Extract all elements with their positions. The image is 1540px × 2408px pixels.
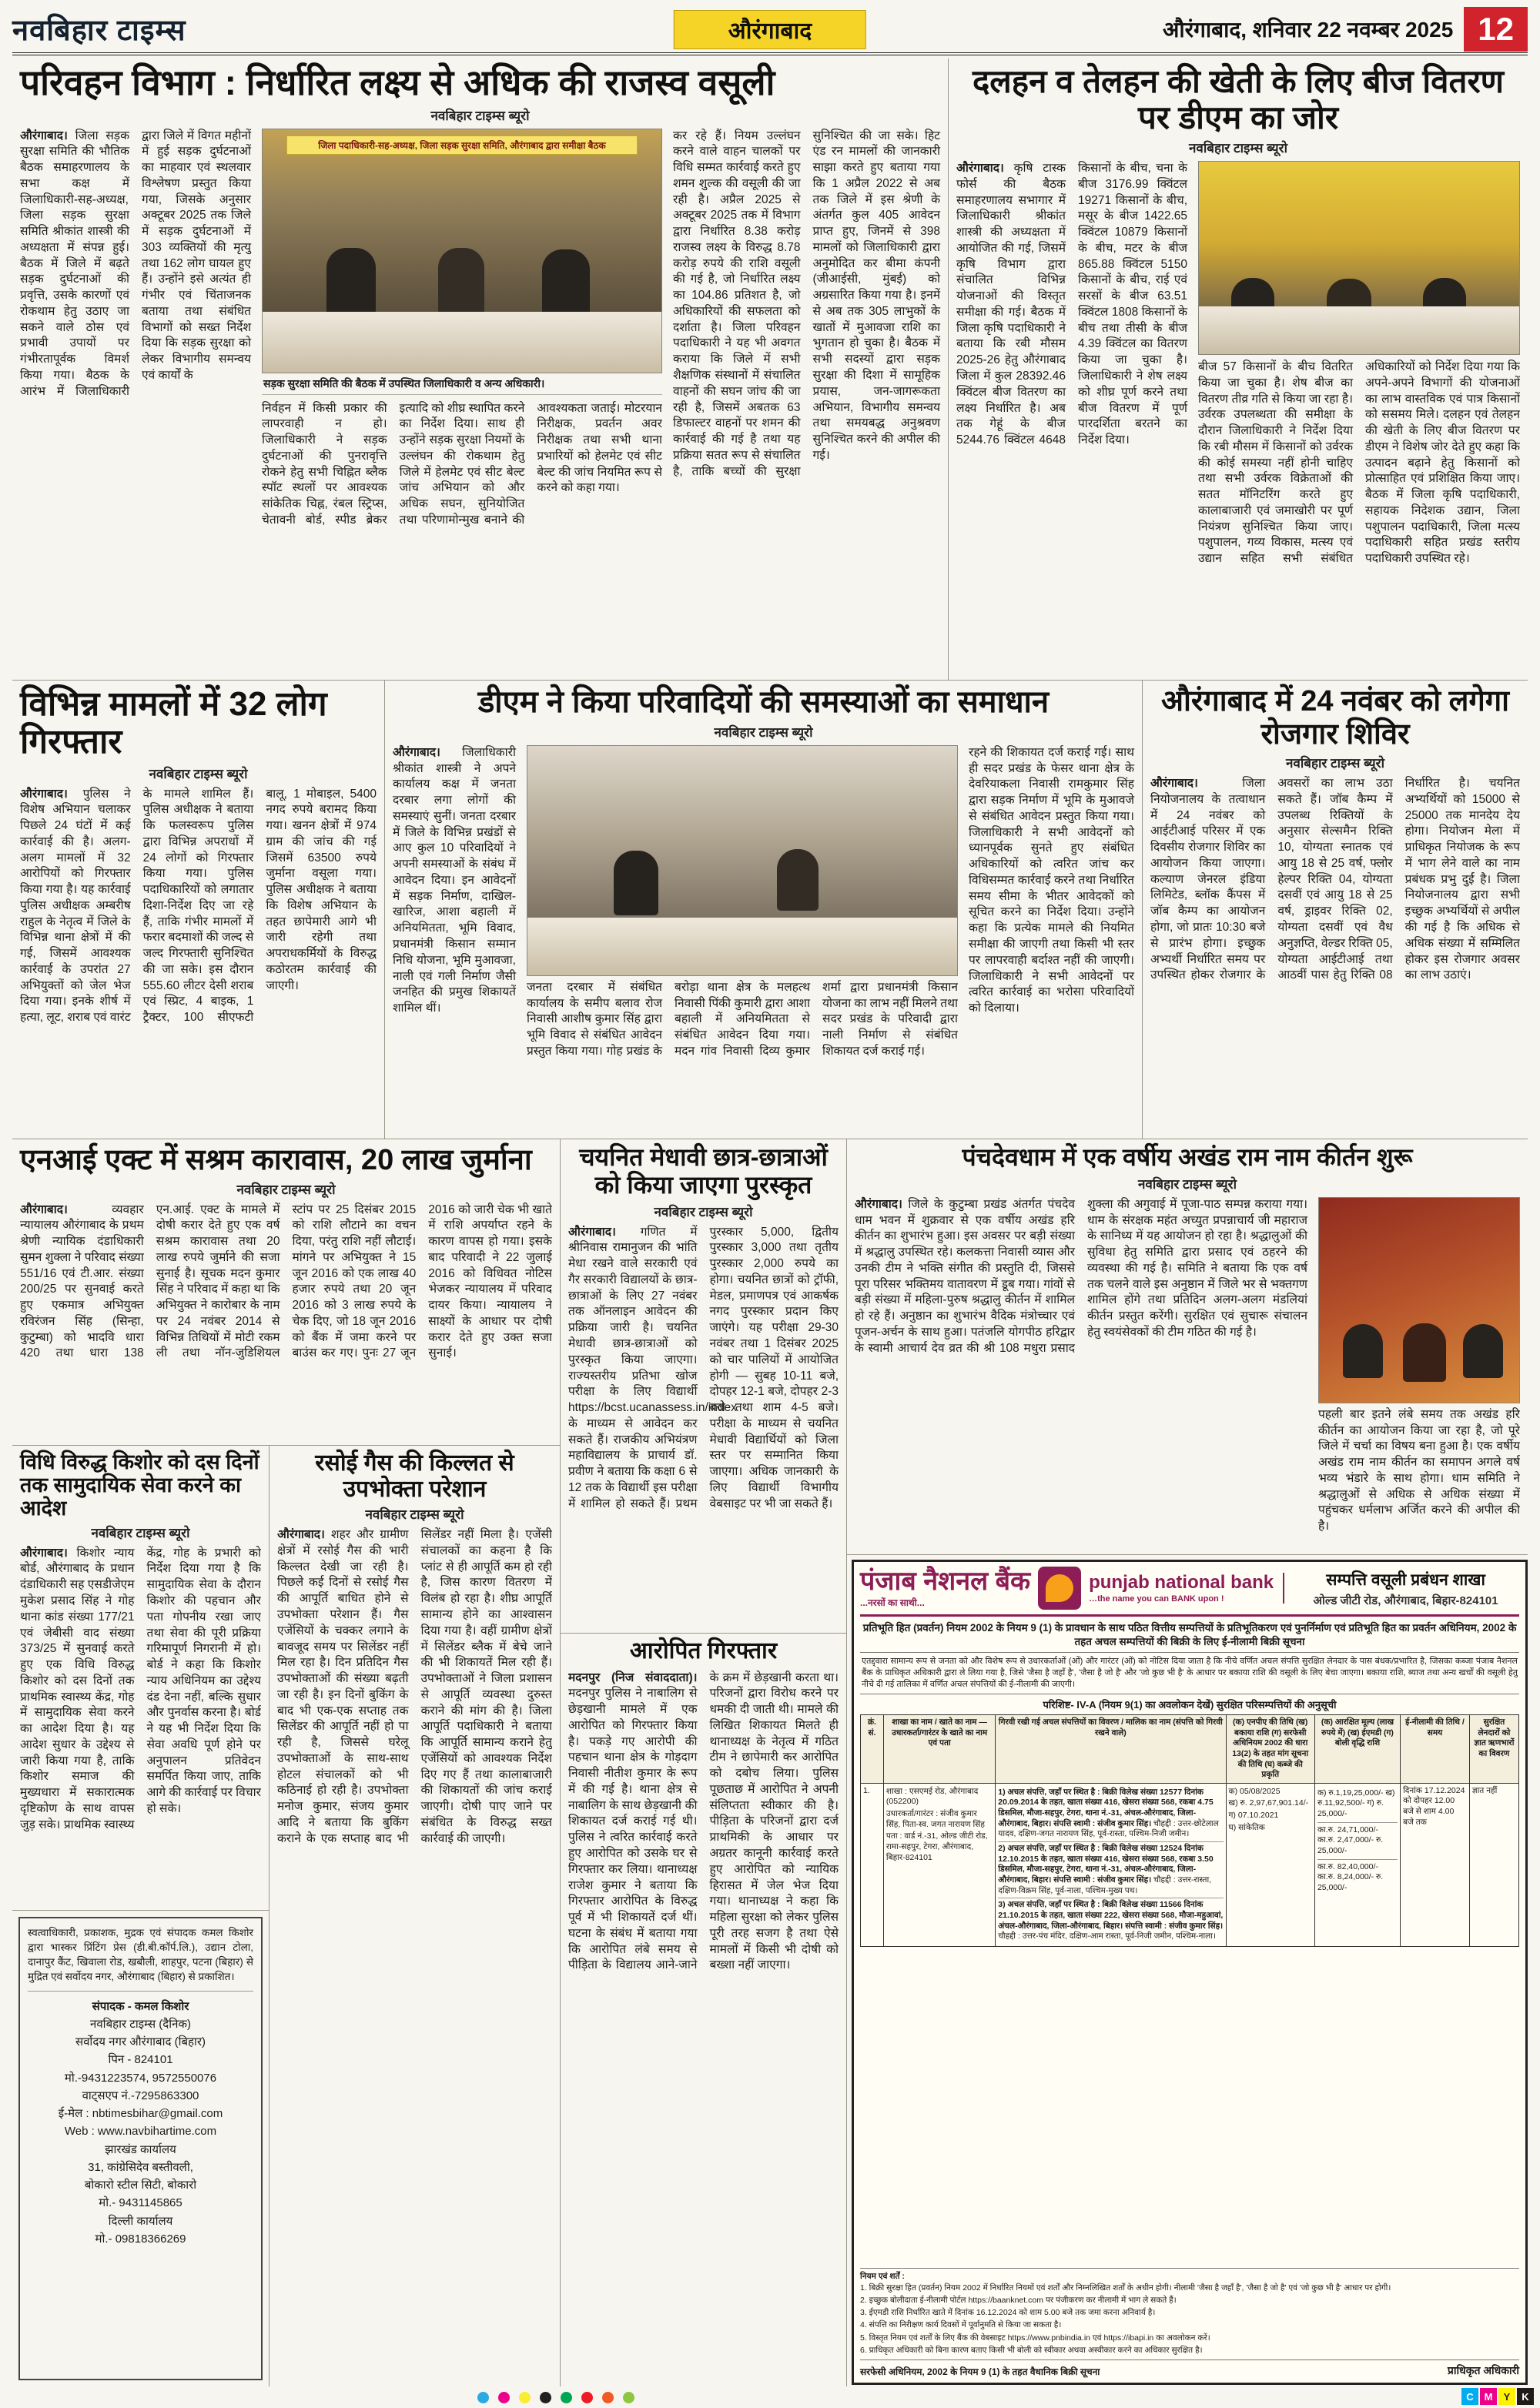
body-text xyxy=(1150,776,1520,1134)
table-shape xyxy=(263,312,661,373)
imprint-line: पिन - 824101 xyxy=(108,2053,173,2067)
dateline: औरंगाबाद। xyxy=(20,1546,68,1560)
col-header-price: (क) आरक्षित मूल्य (लाख रुपये में) (ख) ईएमडी (ग) बोली वृद्धि राशि xyxy=(1314,1714,1400,1783)
photo-road-safety-meeting xyxy=(262,129,662,373)
price-block: का.रु. 82,40,000/- का.रु. 8,24,000/- रु. 25,000/- xyxy=(1317,1861,1384,1892)
edition-box: औरंगाबाद xyxy=(674,10,866,49)
article-body xyxy=(956,161,1520,654)
color-dot xyxy=(561,2392,572,2403)
person-figure xyxy=(1463,1324,1503,1378)
masthead-right xyxy=(1163,7,1528,52)
term-line: 5. विस्तृत नियम एवं शर्तों के लिए बैंक की वेबसाइट https://www.pnbindia.in एवं https://ibapi.in का अवलोकन करें। xyxy=(860,2333,1210,2343)
photo-column xyxy=(527,745,958,1129)
article-talent-award xyxy=(561,1139,846,1634)
date-line: ख) रु. 2,97,67,901.14/- xyxy=(1228,1798,1309,1808)
term-line: 1. बिक्री सुरक्षा हित (प्रवर्तन) नियम 2002 में निर्धारित नियमों एवं शर्तों और निम्नलिखित शर्तों के अधीन होगी। नीलामी 'जैसा है जहाँ है', 'जैसा है जो है' एवं 'जो कुछ भी है' आधार पर होगी। xyxy=(860,2283,1391,2293)
imprint-line: झारखंड कार्यालय xyxy=(105,2142,176,2156)
person-figure xyxy=(438,248,484,314)
article-kirtan xyxy=(847,1139,1528,1555)
body-text xyxy=(568,1225,839,1625)
yellow-mark: Y xyxy=(1498,2388,1515,2405)
color-dot xyxy=(602,2392,614,2403)
price-block: का.रु. 24,71,000/- का.रु. 2,47,000/- रु. 25,000/- xyxy=(1317,1823,1398,1860)
property-desc: 2) अचल संपत्ति, जहाँ पर स्थित है : बिक्री विलेख संख्या 12524 दिनांक 12.10.2015 के तहत, खाता संख्या 416, खेसरा संख्या 568, रकबा 3.50 डिसमिल, मौजा-सहपुर, टेगरा, थाना नं.-31, अंचल-औरंगाबाद, जिला-औरंगाबाद, बिहार। संपत्ति स्वामी : संजीव कुमार सिंह। xyxy=(998,1844,1214,1885)
headline-talent-award: चयनित मेधावी छात्र-छात्राओं को किया जाएगा पुरस्कृत xyxy=(579,1143,828,1199)
color-dot xyxy=(581,2392,593,2403)
person-figure xyxy=(777,849,819,911)
headline-janata-darbar: डीएम ने किया परिवादियों की समस्याओं का समाधान xyxy=(477,685,1050,719)
bottom-middle-region xyxy=(561,1139,847,2386)
body-text: रहने की शिकायत दर्ज कराई गई। साथ ही सदर प्रखंड के फेसर थाना क्षेत्र के देवरियाकला निवासी रामकुमार सिंह द्वारा सड़क निर्माण में भूमि के मुआवजे से संबंधित आवेदन प्रस्तुत किया गया। जिलाधिकारी ने सभी आवेदनों को ध्यानपूर्वक सुनते हुए संबंधित अधिकारियों को त्वरित जांच कर विधिसम्मत कार्रवाई करने तथा निर्धारित समय सीमा के भीतर आवेदकों को सूचित करने का निर्देश दिया। उन्होंने कहा कि प्रत्येक मामले की नियमित समीक्षा की जाएगी तथा किसी भी स्तर पर लापरवाही बर्दाश्त नहीं की जाएगी। जिलाधिकारी ने सभी आवेदनों पर त्वरित कार्रवाई का भरोसा परिवादियों को दिलाया। xyxy=(969,745,1134,1015)
cell-dates xyxy=(1226,1783,1314,1946)
property-boundary: चौहद्दी : उत्तर-पंच मंदिर, दक्षिण-आम रास्ता, पूर्व-निजी जमीन, पश्चिम-नाला। xyxy=(998,1931,1216,1941)
pnb-name-hindi: पंजाब नैशनल बैंक xyxy=(860,1566,1031,1596)
person-figure xyxy=(326,248,376,319)
pnb-tagline-english: …the name you can BANK upon ! xyxy=(1089,1594,1224,1604)
byline: नवबिहार टाइम्स ब्यूरो xyxy=(430,108,530,123)
cell-prices xyxy=(1314,1783,1400,1946)
body-text xyxy=(393,745,516,1129)
statutory-notice: सरफेसी अधिनियम, 2002 के नियम 9 (1) के तहत वैधानिक बिक्री सूचना xyxy=(860,2366,1100,2377)
imprint-line: संपादक - कमल किशोर xyxy=(92,1999,189,2013)
pnb-brand-english xyxy=(1089,1573,1284,1603)
body-part: किशोर न्याय बोर्ड, औरंगाबाद के प्रधान दंडाधिकारी सह एसडीजेएम मुकेश प्रसाद सिंह ने गोह थाना कांड संख्या 177/21 एवं जेबीसी वाद संख्या 373/25 में सुनवाई करते हुए एक विधि विरुद्ध किशोर को दस दिनों तक प्राथमिक स्वास्थ्य केंद्र, गोह में सामुदायिक सेवा करने का आदेश दिया है। यह आदेश सुधार के उद्देश्य से जारी किया गया है, ताकि किशोर समाज की मुख्यधारा में सकारात्मक दृष्टिकोण के साथ वापस जुड़ सके। प्राथमिक स्वास्थ्य केंद्र, गोह के प्रभारी को निर्देश दिया गया है कि सामुदायिक सेवा के दौरान किशोर की पहचान और पता गोपनीय रखा जाए तथा सेवा की पूरी प्रक्रिया गरिमापूर्ण निगरानी में हो। बोर्ड ने कहा कि किशोर न्याय अधिनियम का उद्देश्य दंड देना नहीं, बल्कि सुधार और पुनर्वास करना है। बोर्ड ने यह भी निर्देश दिया कि सेवा अवधि पूर्ण होने पर अनुपालन प्रतिवेदन समर्पित किया जाए, ताकि आगे की कार्रवाई पर विचार हो सके। xyxy=(20,1546,261,1831)
article-accused-arrested xyxy=(561,1634,846,2386)
dateline: औरंगाबाद। xyxy=(20,129,68,142)
photo-janata-darbar xyxy=(527,745,958,976)
body-text: पहली बार इतने लंबे समय तक अखंड हरि कीर्तन का आयोजन किया जा रहा है, जो पूरे जिले में चर्चा का विषय बना हुआ है। एक वर्षीय अखंड राम नाम कीर्तन का समापन अगले वर्ष भव्य भंडारे के साथ होगा। धाम समिति ने श्रद्धालुओं से अधिक से अधिक संख्या में पहुंचकर धर्मलाभ अर्जित करने की अपील की है। xyxy=(1318,1407,1520,1533)
body-part: जिलाधिकारी श्रीकांत शास्त्री ने अपने कार्यालय कक्ष में जनता दरबार लगा लोगों की समस्याएं सुनीं। जनता दरबार में जिले के विभिन्न प्रखंडों से आए कुल 10 परिवादियों ने अपनी समस्याओं के संबंध में आवेदन दिया। इन आवेदनों में सड़क निर्माण, दाखिल-खारिज, आशा बहाली में अनियमितता, भूमि विवाद, प्रधानमंत्री किसान सम्मान निधि योजना, भूमि मुआवजा, नाली एवं गली निर्माण जैसी जनहित की प्रमुख शिकायतें शामिल थीं। xyxy=(393,745,516,1015)
masthead xyxy=(12,6,1528,55)
body-text xyxy=(20,1546,261,1911)
byline: नवबिहार टाइम्स ब्यूरो xyxy=(714,724,813,740)
person-figure xyxy=(542,249,590,319)
black-mark: K xyxy=(1517,2388,1534,2405)
dateline: औरंगाबाद। xyxy=(855,1197,902,1211)
col-header-branch: शाखा का नाम / खाते का नाम — उधारकर्ता/गारंटर के खाते का नाम एवं पता xyxy=(883,1714,995,1783)
term-line: 3. ईएमडी राशि निर्धारित खाते में दिनांक 16.12.2024 को शाम 5.00 बजे तक जमा करना अनिवार्य है। xyxy=(860,2308,1156,2318)
auction-table-wrap xyxy=(860,1714,1519,2265)
body-text: बीज 57 किसानों के बीच वितरित किया जा चुका है। शेष बीज का वितरण तीव्र गति से किया जा रहा है। उर्वरक उपलब्धता की समीक्षा के दौरान जिलाधिकारी ने निर्देश दिया कि रबी मौसम में किसानों को उर्वरक की कोई समस्या नहीं होनी चाहिए तथा सभी उर्वरक विक्रेताओं की सतत मॉनिटरिंग करते हुए कालाबाजारी एवं जमाखोरी पर पूर्ण नियंत्रण सुनिश्चित किया जाए। पशुपालन, गव्य विकास, मत्स्य एवं उद्यान सहित सभी संबंधित अधिकारियों को निर्देश दिया गया कि अपने-अपने विभागों की योजनाओं का लाभ वास्तविक एवं पात्र किसानों को ससमय मिले। दलहन एवं तेलहन की खेती के लिए बीज वितरण पर डीएम ने विशेष जोर देते हुए कहा कि उत्पादन बढ़ाने हेतु किसानों को प्रोत्साहित एवं प्रशिक्षित किया जाए। बैठक में जिला कृषि पदाधिकारी, सहायक निदेशक उद्यान, जिला पशुपालन पदाधिकारी, जिला मत्स्य पदाधिकारी सहित प्रखंड स्तरीय पदाधिकारी उपस्थित रहे। xyxy=(1198,360,1520,566)
cell-branch xyxy=(883,1783,995,1946)
row-bottom xyxy=(12,1139,1528,2386)
table-shape xyxy=(1199,306,1519,355)
property-entry xyxy=(998,1898,1223,1944)
byline: नवबिहार टाइम्स ब्यूरो xyxy=(149,766,248,781)
imprint-line: दिल्ली कार्यालय xyxy=(108,2214,173,2228)
imprint-line: नवबिहार टाइम्स (दैनिक) xyxy=(90,2017,191,2031)
body-text: निर्वहन में किसी प्रकार की लापरवाही न हो। जिलाधिकारी ने सड़क दुर्घटनाओं की पुनरावृत्ति रोकने हेतु सभी चिह्नित ब्लैक स्पॉट स्थलों पर आवश्यक सांकेतिक चिह्न, रंबल स्ट्रिप्स, चेतावनी बोर्ड, स्पीड ब्रेकर इत्यादि को शीघ्र स्थापित करने का निर्देश दिया। साथ ही उन्होंने सड़क सुरक्षा नियमों के उल्लंघन की रोकथाम हेतु जिले में हेलमेट एवं सीट बेल्ट जांच अभियान को और अधिक सघन, सुनियोजित तथा परिणामोन्मुख बनाने की आवश्यकता जताई। मोटरयान निरीक्षक, प्रवर्तन अवर निरीक्षक तथा सभी थाना प्रभारियों को हेलमेट एवं सीट बेल्ट की जांच नियमित रूप से करने को कहा गया। xyxy=(262,401,662,527)
imprint-line: 31, कांग्रेसिदेव बस्तीवली, xyxy=(88,2160,193,2174)
imprint-line: Web : www.navbihartime.com xyxy=(64,2125,217,2139)
article-arrests xyxy=(12,681,385,1139)
term-line: 6. प्राधिकृत अधिकारी को बिना कारण बताए किसी भी बोली को स्वीकार अथवा अस्वीकार करने का अधिकार सुरक्षित है। xyxy=(860,2345,1203,2355)
dateline: औरंगाबाद। xyxy=(568,1225,616,1239)
auction-notice-title: प्रतिभूति हित (प्रवर्तन) नियम 2002 के नियम 9 (1) के प्रावधान के साथ पठित वित्तीय सम्पत्तियों के प्रतिभूतिकरण एवं पुनर्निर्माण एवं प्रतिभूति हित का प्रवर्तन अधिनियम, 2002 के तहत अचल सम्पत्तियों की बिक्री के लिए ई-नीलामी बिक्री सूचना xyxy=(862,1622,1517,1648)
body-part: गणित में श्रीनिवास रामानुजन की भांति मेधा रखने वाले सरकारी एवं गैर सरकारी विद्यालयों के छात्र-छात्राओं के लिए 27 नवंबर तक ऑनलाइन आवेदन की प्रक्रिया जारी है। चयनित मेधावी छात्र-छात्राओं को पुरस्कृत किया जाएगा। राज्यस्तरीय प्रतिभा खोज परीक्षा के लिए विद्यार्थी https://bcst.ucanassess.in/index के माध्यम से आवेदन कर सकते हैं। राजकीय अभियंत्रण महाविद्यालय के प्राचार्य डॉ. प्रवीण ने बताया कि कक्षा 6 से 12 तक के विद्यार्थी इस परीक्षा में शामिल हो सकते हैं। प्रथम पुरस्कार 5,000, द्वितीय पुरस्कार 3,000 तथा तृतीय पुरस्कार 2,000 रुपये का होगा। चयनित छात्रों को ट्रॉफी, मेडल, प्रमाणपत्र एवं आकर्षक नगद पुरस्कार प्रदान किए जाएंगे। यह परीक्षा 29-30 नवंबर तथा 1 दिसंबर 2025 को चार पालियों में आयोजित होगी — सुबह 10-11 बजे, दोपहर 12-1 बजे, दोपहर 2-3 बजे तथा शाम 4-5 बजे। परीक्षा के माध्यम से चयनित मेधावी विद्यार्थियों को जिला स्तर पर सम्मानित किया जाएगा। अधिक जानकारी के लिए विद्यार्थी विभागीय वेबसाइट पर भी जा सकते हैं। xyxy=(568,1225,839,1510)
body-part: कृषि टास्क फोर्स की बैठक समाहरणालय सभागार में जिलाधिकारी श्रीकांत शास्त्री की अध्यक्षता में आयोजित की गई, जिसमें कृषि विभाग द्वारा संचालित विभिन्न योजनाओं की विस्तृत समीक्षा की गई। बैठक में जिला कृषि पदाधिकारी ने बताया कि रबी मौसम 2025-26 हेतु औरंगाबाद जिला में कुल 28392.46 क्विंटल बीज वितरण का लक्ष्य निर्धारित है। अब तक गेहूं के बीज 5244.76 क्विंटल 4648 किसानों के बीच, चना के बीज 3176.99 क्विंटल 19271 किसानों के बीच, मसूर के बीज 1422.65 क्विंटल 10879 किसानों के बीच, मटर के बीज 865.88 क्विंटल 5150 किसानों के बीच, राई एवं सरसों के बीज 63.51 क्विंटल 1808 किसानों के बीच तथा तीसी के बीज 4.39 क्विंटल का वितरण किया जा चुका है। जिलाधिकारी ने शेष लक्ष्य को शीघ्र पूर्ण करने तथा बीज वितरण में पूर्ण पारदर्शिता बरतने का निर्देश दिया। xyxy=(956,162,1187,447)
pnb-tagline-hindi: ...नरसों का साथी... xyxy=(860,1597,925,1608)
dateline: औरंगाबाद। xyxy=(1150,777,1198,791)
photo-kirtan-performance xyxy=(1318,1197,1520,1403)
date-line: घ) सांकेतिक xyxy=(1228,1822,1265,1832)
imprint-line: बोकारो स्टील सिटी, बोकारो xyxy=(84,2179,197,2192)
table-shape xyxy=(527,918,957,975)
headline-seeds: दलहन व तेलहन की खेती के लिए बीज वितरण पर डीएम का जोर xyxy=(972,63,1504,136)
date-line: क) 05/08/2025 xyxy=(1228,1786,1281,1796)
body-text: कर रहे हैं। नियम उल्लंघन करने वाले वाहन चालकों पर विधि सम्मत कार्रवाई करते हुए शमन शुल्क की वसूली की जा रही है। अप्रैल 2025 से अक्टूबर 2025 तक में विभाग द्वारा निर्धारित 8.38 करोड़ राजस्व लक्ष्य के विरुद्ध 8.78 करोड़ रुपये की राशि वसूली की गई है, जो निर्धारित लक्ष्य का 104.86 प्रतिशत है, जो अधिकारियों की सफलता को दर्शाता है। जिला परिवहन पदाधिकारी ने यह भी अवगत कराया कि जिले में सभी शैक्षणिक संस्थानों में संचालित वाहनों की सघन जांच की जा रही है, जिसमें अबतक 63 डिफाल्टर वाहनों पर शमन की कार्रवाई की गई है तथा यह प्रक्रिया सतत रूप से संचालित है, ताकि बच्चों की सुरक्षा सुनिश्चित की जा सके। हिट एंड रन मामलों की जानकारी साझा करते हुए बताया गया कि 1 अप्रैल 2022 से अब तक जिले में इस श्रेणी के अंतर्गत कुल 405 आवेदन प्राप्त हुए, जिनमें से 398 मामलों को जिलाधिकारी द्वारा अनुमोदित कर बीमा कंपनी (जीआईसी, मुंबई) को अग्रसारित किया गया है। इनमें से अब तक 305 लाभुकों के खातों में मुआवजा राशि का भुगतान हो चुका है। बैठक में सभी सदस्यों द्वारा सड़क सुरक्षा की दिशा में सामूहिक प्रयास, जन-जागरूकता अभियान, विभागीय समन्वय तथा समयबद्ध अनुश्रवण सुनिश्चित करने की अपील की गई। xyxy=(673,129,940,478)
col-header-property: गिरवी रखी गई अचल संपत्तियों का विवरण / मालिक का नाम (संपत्ति को गिरवी रखने वाले) xyxy=(996,1714,1226,1783)
legal-paragraph: एतद्द्वारा सामान्य रूप से जनता को और विशेष रूप से उधारकर्ताओं (ओं) और गारंटर (ओं) को नोटिस दिया जाता है कि नीचे वर्णित अचल संपत्ति सुरक्षित लेनदार के पास बंधक/प्रभारित है, जिसका कब्जा पंजाब नैशनल बैंक के प्राधिकृत अधिकारी द्वारा ले लिया गया है, जिसे 'जैसा है जहाँ है', 'जैसा है जो है' और 'जो कुछ भी है' के आधार पर बकाया राशि की वसूली के लिए बेचा जाएगा। बकाया राशि, ब्याज तथा अन्य खर्चों की वसूली हेतु नीचे दी गई तालिका में वर्णित अचल संपत्तियों की ई-नीलामी की जाएगी। xyxy=(860,1652,1519,1694)
dateline: मदनपुर (निज संवाददाता)। xyxy=(568,1671,698,1684)
terms-lines xyxy=(860,2282,1519,2356)
dateline: औरंगाबाद। xyxy=(956,162,1004,176)
body-part: जिला नियोजनालय के तत्वाधान में 24 नवंबर को आईटीआई परिसर में एक दिवसीय रोजगार शिविर का आयोजन किया जाएगा। कल्याण जेनरल इंडिया लिमिटेड, ब्लॉक कैंपस में जॉब कैम्प का आयोजन होगा, जो प्रातः 10:30 बजे से प्रारंभ होगा। इच्छुक अभ्यर्थी निर्धारित समय पर उपस्थित होकर रोजगार के अवसरों का लाभ उठा सकते हैं। जॉब कैम्प में उपलब्ध रिक्तियों के अनुसार सेल्समैन रिक्ति 10, योग्यता स्नातक एवं आयु 18 से 25 वर्ष, फ्लोर हेल्पर रिक्ति 04, योग्यता दसवीं एवं आयु 18 से 25 वर्ष, ड्राइवर रिक्ति 02, योग्यता दसवीं एवं वैध अनुज्ञप्ति, वेल्डर रिक्ति 05, योग्यता आईटीआई तथा आठवीं पास हेतु रिक्ति 08 निर्धारित है। चयनित अभ्यर्थियों को 15000 से 25000 तक मानदेय देय होगा। नियोजन मेला में प्राधिकृत नियोजक के रूप में भाग लेने वाले का नाम प्रबंधक प्रभु दुर्ई है। जिला नियोजनालय द्वारा सभी इच्छुक अभ्यर्थियों से अपील की गई है कि अधिक से अधिक संख्या में सम्मिलित होकर इस रोजगार अवसर का लाभ उठाएं। xyxy=(1150,777,1520,982)
body-part: मदनपुर पुलिस ने नाबालिग से छेड़खानी मामले में एक आरोपित को गिरफ्तार किया है। पकड़े गए आरोपी की पहचान थाना क्षेत्र के गोड़दाग निवासी नीतीश कुमार के रूप में की गई है। थाना क्षेत्र से नाबालिग के साथ छेड़खानी की शिकायत दर्ज कराई गई थी। पुलिस ने त्वरित कार्रवाई करते हुए आरोपित को उसके घर से गिरफ्तार कर लिया। थानाध्यक्ष राजेश कुमार ने बताया कि गिरफ्तार आरोपित के विरुद्ध पूर्व में भी शिकायतें दर्ज थीं। घटना के संबंध में बताया गया कि आरोपित लंबे समय से पीड़िता के विद्यालय आने-जाने के क्रम में छेड़खानी करता था। परिजनों द्वारा विरोध करने पर धमकी दी जाती थी। मामले की लिखित शिकायत मिलते ही थानाध्यक्ष के नेतृत्व में गठित टीम ने छापेमारी कर आरोपित को दबोच लिया। पुलिस पूछताछ में आरोपित ने अपनी संलिप्तता स्वीकार की है। पीड़िता के परिजनों द्वारा दर्ज प्राथमिकी के आधार पर अग्रतर कानूनी कार्रवाई करते हुए आरोपित को न्यायिक हिरासत में जेल भेज दिया गया। थानाध्यक्ष ने कहा कि महिला सुरक्षा को लेकर पुलिस पूरी तरह सजग है तथा ऐसे मामलों में किसी भी दोषी को बख्शा नहीं जाएगा। xyxy=(568,1671,839,1972)
pnb-name-english: punjab national bank xyxy=(1089,1572,1274,1594)
imprint-paragraph: स्वत्वाधिकारी, प्रकाशक, मुद्रक एवं संपादक कमल किशोर द्वारा भास्कर प्रिंटिंग प्रेस (डी.बी.कॉर्प.लि.), उद्यान टोला, दानापुर कैंट, खिवाला रोड, खबौली, शाहपुर, पटना (बिहार) से मुद्रित एवं सर्वोदय नगर, औरंगाबाद (बिहार) से प्रकाशित। xyxy=(28,1926,253,1992)
article-body xyxy=(20,129,940,660)
imprint-line: वाट्सएप नं.-7295863300 xyxy=(82,2089,199,2102)
branch-line: उधारकर्ता/गारंटर : संजीव कुमार सिंह, पिता-स्व. जगत नारायण सिंह xyxy=(886,1809,985,1829)
bottom-left-region xyxy=(12,1139,561,2386)
imprint-lines xyxy=(28,1998,253,2249)
person-figure xyxy=(1403,1323,1446,1382)
person-figure xyxy=(1343,1324,1383,1378)
date-line: ग) 07.10.2021 xyxy=(1228,1811,1279,1821)
body-text xyxy=(568,1671,839,2333)
body-text xyxy=(20,787,377,1139)
headline-job-camp: औरंगाबाद में 24 नवंबर को लगेगा रोजगार शिविर xyxy=(1160,685,1510,751)
article-ni-act xyxy=(12,1139,560,1446)
cmyk-registration-marks xyxy=(1461,2388,1534,2405)
cyan-mark: C xyxy=(1461,2388,1478,2405)
row-middle xyxy=(12,681,1528,1139)
imprint-line: मो.- 9431145865 xyxy=(99,2196,182,2210)
price-block: क) रु.1,19,25,000/- ख) रु.11,92,500/- ग) रु. 25,000/- xyxy=(1317,1786,1398,1823)
body-text xyxy=(20,1202,552,1433)
pnb-auction-advertisement xyxy=(852,1560,1528,2385)
imprint-line: मो.- 09818366269 xyxy=(95,2232,186,2246)
terms-block xyxy=(860,2268,1519,2356)
body-text: जनता दरबार में संबंधित कार्यालय के समीप बलाव रोज निवासी आशीष कुमार सिंह द्वारा भूमि विवाद से संबंधित आवेदन प्रस्तुत किया गया। गोह प्रखंड के बरोड़ा थाना क्षेत्र के मलहत्थ निवासी पिंकी कुमारी द्वारा आशा बहाली में अनियमितता से संबंधित आवेदन दिया गया। मदन गांव निवासी दिव्य कुमार शर्मा द्वारा प्रधानमंत्री किसान योजना का लाभ नहीं मिलने तथा सदर प्रखंड के परिवादी द्वारा नाली निर्माण से संबंधित शिकायत दर्ज कराई गई। xyxy=(527,980,958,1058)
color-dot xyxy=(540,2392,551,2403)
imprint-line: मो.-9431223574, 9572550076 xyxy=(64,2071,217,2085)
dateline: औरंगाबाद। xyxy=(20,1202,68,1216)
property-entry xyxy=(998,1842,1223,1898)
byline: नवबिहार टाइम्स ब्यूरो xyxy=(91,1525,190,1540)
body-part: जिला सड़क सुरक्षा समिति की भौतिक बैठक समाहरणालय के सभा कक्ष में जिलाधिकारी-सह-अध्यक्ष, जिला सड़क सुरक्षा समिति श्रीकांत शास्त्री की अध्यक्षता में संपन्न हुई। बैठक में जिले में बढ़ते सड़क दुर्घटनाओं की प्रवृत्ति, उसके कारणों एवं रोकथाम हेतु उठाए जा सकने वाले ठोस एवं प्रभावी उपायों पर गंभीरतापूर्वक विमर्श किया गया। बैठक के आरंभ में जिलाधिकारी द्वारा जिले में विगत महीनों में हुई सड़क दुर्घटनाओं का माहवार एवं स्थलवार विश्लेषण प्रस्तुत किया गया, जिसके अनुसार अक्टूबर 2025 तक जिले में सड़क दुर्घटनाओं में 303 व्यक्तियों की मृत्यु तथा 162 लोग घायल हुए हैं। उन्होंने इसे अत्यंत ही गंभीर एवं चिंताजनक बताया तथा संबंधित विभागों को सख्त निर्देश दिया कि सड़क सुरक्षा को लेकर विभागीय समन्वय एवं कार्यों के xyxy=(20,129,251,398)
body-text xyxy=(956,161,1187,654)
pnb-logo-icon xyxy=(1038,1567,1081,1610)
article-body xyxy=(855,1197,1520,1536)
headline-ni-act: एनआई एक्ट में सश्रम कारावास, 20 लाख जुर्माना xyxy=(20,1144,532,1176)
branch-line: शाखा : एसएमई रोड, औरंगाबाद (052200) xyxy=(886,1786,979,1807)
article-lpg-shortage xyxy=(270,1446,560,2386)
photo-agri-taskforce-meeting xyxy=(1198,161,1520,355)
dateline: औरंगाबाद। xyxy=(20,787,68,801)
cell-encumbrance: ज्ञात नहीं xyxy=(1469,1783,1518,1946)
dateline: औरंगाबाद। xyxy=(277,1528,325,1542)
cell-sn: 1. xyxy=(861,1783,884,1946)
body-part: शहर और ग्रामीण क्षेत्रों में रसोई गैस की भारी किल्लत देखी जा रही है। पिछले कई दिनों से रसोई गैस की आपूर्ति बाधित होने से उपभोक्ता परेशान हैं। गैस एजेंसियों के चक्कर लगाने के बावजूद समय पर सिलेंडर नहीं मिल रहा है। दिन प्रतिदिन गैस उपभोक्ताओं की संख्या बढ़ती जा रही है। इन दिनों बुकिंग के बाद भी एक-एक सप्ताह तक सिलेंडर की आपूर्ति नहीं हो पा रही है, जिससे घरेलू उपभोक्ताओं के साथ-साथ होटल संचालकों को भी कठिनाई हो रही है। उपभोक्ता मनोज कुमार, संजय कुमार आदि ने बताया कि बुकिंग कराने के एक सप्ताह बाद भी सिलेंडर नहीं मिला है। एजेंसी संचालकों का कहना है कि प्लांट से ही आपूर्ति कम हो रही है, जिस कारण वितरण में विलंब हो रहा है। शीघ्र आपूर्ति सामान्य होने का आश्वासन दिया गया है। वहीं ग्रामीण क्षेत्रों में सिलेंडर ब्लैक में बेचे जाने की भी शिकायतें मिल रही हैं। उपभोक्ताओं ने जिला प्रशासन से आपूर्ति व्यवस्था दुरुस्त कराने की मांग की है। जिला आपूर्ति पदाधिकारी ने बताया कि आपूर्ति सामान्य कराने हेतु एजेंसियों को आवश्यक निर्देश दिए गए हैं तथा कालाबाजारी की शिकायतों की जांच कराई जाएगी। दोषी पाए जाने पर संबंधित के विरुद्ध सख्त कार्रवाई की जाएगी। xyxy=(277,1528,552,1845)
paper-name: नवबिहार टाइम्स xyxy=(12,15,186,47)
terms-label: नियम एवं शर्तें : xyxy=(860,2271,905,2281)
byline: नवबिहार टाइम्स ब्यूरो xyxy=(654,1204,753,1219)
body-text xyxy=(20,129,251,660)
color-dot xyxy=(498,2392,510,2403)
ad-footer xyxy=(860,2360,1519,2378)
col-header-encumbrance: सुरक्षित लेनदारों को ज्ञात ऋणभारों का विवरण xyxy=(1469,1714,1518,1783)
term-line: 2. इच्छुक बोलीदाता ई-नीलामी पोर्टल https://baanknet.com पर पंजीकरण कर नीलामी में भाग ले सकते हैं। xyxy=(860,2296,1177,2306)
page-number: 12 xyxy=(1464,7,1528,52)
publisher-imprint-box xyxy=(18,1917,263,2380)
branch-address: ओल्ड जीटी रोड, औरंगाबाद, बिहार-824101 xyxy=(1313,1594,1498,1607)
color-dot xyxy=(623,2392,634,2403)
photo-banner-text: जिला पदाधिकारी-सह-अध्यक्ष, जिला सड़क सुरक्षा समिति, औरंगाबाद द्वारा समीक्षा बैठक xyxy=(286,135,638,155)
byline: नवबिहार टाइम्स ब्यूरो xyxy=(236,1182,336,1197)
cell-properties xyxy=(996,1783,1226,1946)
print-registration-dots xyxy=(477,2392,634,2403)
authorized-officer-signature: प्राधिकृत अधिकारी xyxy=(1447,2364,1519,2376)
gas-column xyxy=(270,1446,560,2386)
row-top xyxy=(12,59,1528,681)
bottom-left-lower xyxy=(12,1446,560,2386)
col-header-auction: ई-नीलामी की तिथि / समय xyxy=(1401,1714,1470,1783)
body-text xyxy=(277,1527,552,2359)
byline: नवबिहार टाइम्स ब्यूरो xyxy=(1188,141,1288,156)
auction-table xyxy=(860,1714,1519,1947)
headline-juvenile-order: विधि विरुद्ध किशोर को दस दिनों तक सामुदायिक सेवा करने का आदेश xyxy=(20,1450,259,1520)
table-row xyxy=(861,1783,1519,1946)
schedule-title: परिशिष्ट- IV-A (नियम 9(1) का अवलोकन देखें) सुरक्षित परिसम्पत्तियों की अनुसूची xyxy=(1043,1698,1337,1711)
col-header-sn: क्रं. सं. xyxy=(861,1714,884,1783)
ad-header xyxy=(860,1567,1519,1617)
magenta-mark: M xyxy=(1480,2388,1497,2405)
headline-arrests: विभिन्न मामलों में 32 लोग गिरफ्तार xyxy=(20,685,327,761)
headline-accused-arrested: आरोपित गिरफ्तार xyxy=(629,1638,778,1664)
headline-transport: परिवहन विभाग : निर्धारित लक्ष्य से अधिक की राजस्व वसूली xyxy=(20,62,775,102)
article-juvenile-order xyxy=(12,1446,269,1911)
property-entry xyxy=(998,1786,1223,1842)
color-dot xyxy=(519,2392,531,2403)
headline-lpg-shortage: रसोई गैस की किल्लत से उपभोक्ता परेशान xyxy=(315,1450,514,1502)
color-dot xyxy=(477,2392,489,2403)
property-desc: 3) अचल संपत्ति, जहाँ पर स्थित है : बिक्री विलेख संख्या 11566 दिनांक 21.10.2015 के तहत, खाता संख्या 222, खेसरा संख्या 568, मौजा-महुआवां, अंचल-औरंगाबाद, जिला-औरंगाबाद, बिहार। संपत्ति स्वामी : संजीव कुमार सिंह। xyxy=(998,1900,1224,1931)
body-part: पुलिस ने विशेष अभियान चलाकर पिछले 24 घंटों में कई कार्रवाई की है। अलग-अलग मामलों में 32 आरोपियों को गिरफ्तार किया गया है। यह कार्रवाई पुलिस अधीक्षक अम्बरीष राहुल के नेतृत्व में जिले के विभिन्न थाना क्षेत्रों में की गई, जिसमें आवश्यक कार्रवाई के उपरांत 27 अभियुक्तों को जेल भेज दिया गया। इनके शीर्ष में हत्या, लूट, शराब एवं वारंट के मामले शामिल हैं। पुलिस अधीक्षक ने बताया कि फलस्वरूप पुलिस द्वारा विभिन्न अपराधों में 24 लोगों को गिरफ्तार किया गया। पुलिस पदाधिकारियों को लगातार दिशा-निर्देश दिए जा रहे हैं, ताकि गंभीर मामलों में फरार बदमाशों की जल्द से जल्द गिरफ्तारी सुनिश्चित की जा सके। इस दौरान 555.60 लीटर देसी शराब एवं स्प्रिट, 4 बाइक, 1 ट्रैक्टर, 100 सीएफटी बालू, 1 मोबाइल, 5400 नगद रुपये बरामद किया गया। खनन क्षेत्रों में 974 ग्राम की जांच की गई जिसमें 63500 रुपये जुर्माना वसूला गया। पुलिस अधीक्षक ने बताया कि विशेष अभियान के तहत छापेमारी आगे भी जारी रहेगी तथा अपराधकर्मियों के विरुद्ध कठोरतम कार्रवाई की जाएगी। xyxy=(20,787,377,1025)
juvenile-and-publisher-column xyxy=(12,1446,270,2386)
bottom-right-region xyxy=(847,1139,1528,2386)
pnb-brand-hindi xyxy=(860,1568,1030,1609)
cell-auction-datetime: दिनांक 17.12.2024 को दोपहर 12.00 बजे से शाम 4.00 बजे तक xyxy=(1401,1783,1470,1946)
date-line: औरंगाबाद, शनिवार 22 नवम्बर 2025 xyxy=(1162,18,1454,42)
person-figure xyxy=(614,851,658,915)
article-body xyxy=(393,745,1134,1129)
term-line: 4. संपत्ति का निरीक्षण कार्य दिवसों में पूर्वानुमति से किया जा सकता है। xyxy=(860,2320,1062,2330)
col-header-dates: (क) एनपीए की तिथि (ख) बकाया राशि (ग) सरफेसी अधिनियम 2002 की धारा 13(2) के तहत मांग सूचना की तिथि (घ) कब्जे की प्रकृति xyxy=(1226,1714,1314,1783)
property-boundary: चौहद्दी : उत्तर-रास्ता, दक्षिण-विक्रम सिंह, पूर्व-नाला, पश्चिम-मुख्य पथ। xyxy=(998,1875,1212,1895)
photo-caption: सड़क सुरक्षा समिति की बैठक में उपस्थित जिलाधिकारी व अन्य अधिकारी। xyxy=(262,373,662,395)
body-part: व्यवहार न्यायालय औरंगाबाद के प्रथम श्रेणी न्यायिक दंडाधिकारी सुमन शुक्ला ने परिवाद संख्या 551/16 एवं टी.आर. संख्या 200/25 पर सुनवाई करते हुए एकमात्र अभियुक्त रविरंजन सिंह (सिन्हा, कुटुम्बा) को भादवि धारा 420 तथा धारा 138 एन.आई. एक्ट के मामले में दोषी करार देते हुए एक वर्ष सश्रम कारावास तथा 20 लाख रुपये जुर्माने की सजा सुनाई है। सूचक मदन कुमार सिंह ने परिवाद में कहा था कि अभियुक्त ने कारोबार के नाम पर 24 नवंबर 2014 से विभिन्न तिथियों में मोटी रकम ली तथा नॉन-जुडिशियल स्टांप पर 25 दिसंबर 2015 को राशि लौटाने का वचन दिया, परंतु राशि नहीं लौटाई। मांगने पर अभियुक्त ने 15 जून 2016 को एक लाख 40 हजार रुपये तथा 20 जून 2016 को 3 लाख रुपये के चेक दिए, जो 18 जून 2016 को बैंक में जमा करने पर बाउंस कर गए। पुनः 27 जून 2016 को जारी चेक भी खाते में राशि अपर्याप्त रहने के कारण वापस हो गया। इसके बाद परिवादी ने 22 जुलाई 2016 को विधिवत नोटिस भेजकर न्यायालय में परिवाद दायर किया। न्यायालय ने साक्ष्यों के आधार पर दोषी करार देते हुए उक्त सजा सुनाई। xyxy=(20,1202,552,1360)
article-janata-darbar xyxy=(385,681,1143,1139)
byline: नवबिहार टाइम्स ब्यूरो xyxy=(1137,1176,1237,1192)
photo-column xyxy=(1198,161,1520,654)
imprint-line: ई-मेल : nbtimesbihar@gmail.com xyxy=(58,2107,223,2121)
photo-column xyxy=(262,129,662,660)
headline-kirtan: पंचदेवधाम में एक वर्षीय अखंड राम नाम कीर्तन शुरू xyxy=(962,1143,1413,1171)
article-transport xyxy=(12,59,949,680)
branch-line: पता : वार्ड नं.-31, ओल्ड जीटी रोड, रामा-सहपुर, टेगरा, औरंगाबाद, बिहार-824101 xyxy=(886,1831,988,1862)
body-text xyxy=(855,1197,1307,1536)
branch-block xyxy=(1292,1569,1519,1608)
body-part: जिले के कुटुम्बा प्रखंड अंतर्गत पंचदेव धाम भवन में शुक्रवार से एक वर्षीय अखंड हरि कीर्तन का शुभारंभ हुआ। इस अवसर पर बड़ी संख्या में श्रद्धालु उपस्थित रहे। कलकत्ता निवासी व्यास और उनकी टीम ने भक्ति संगीत की प्रस्तुति दी, जिससे पूरा परिसर भक्तिमय वातावरण में डूब गया। गांवों से बड़ी संख्या में महिला-पुरुष श्रद्धालु कीर्तन में शामिल हो रहे हैं। अनुष्ठान का शुभारंभ वैदिक मंत्रोच्चार एवं पूजन-अर्चन के साथ हुआ। पतंजलि योगपीठ हरिद्वार के स्वामी आचार्य देव व्रत की श्री 108 मधुरा प्रसाद शुक्ला की अगुवाई में पूजा-पाठ सम्पन्न कराया गया। धाम के संरक्षक महंत अच्युत प्रपन्नाचार्य जी महाराज के सानिध्य में यह आयोजन हो रहा है। श्रद्धालुओं की सुविधा हेतु समिति द्वारा प्रसाद एवं ठहरने की व्यवस्था की गई है। समिति ने बताया कि एक वर्ष तक चलने वाले इस अनुष्ठान में जिले भर से भक्तगण शामिल होंगे तथा प्रतिदिन अलग-अलग मंडलियां कीर्तन प्रस्तुत करेंगी। सुरक्षित एवं सुचारू संचालन हेतु स्वयंसेवकों की टीम गठित की गई है। xyxy=(855,1197,1307,1355)
byline: नवबिहार टाइम्स ब्यूरो xyxy=(365,1507,464,1523)
photo-column xyxy=(1318,1197,1520,1536)
byline: नवबिहार टाइम्स ब्यूरो xyxy=(1285,756,1385,771)
property-desc: 1) अचल संपत्ति, जहाँ पर स्थित है : बिक्री विलेख संख्या 12577 दिनांक 20.09.2014 के तहत, खाता संख्या 416, खेसरा संख्या 568, रकबा 4.75 डिसमिल, मौजा-सहपुर, टेगरा, थाना नं.-31, अंचल-औरंगाबाद, जिला-औरंगाबाद, बिहार। संपत्ति स्वामी : संजीव कुमार सिंह। xyxy=(998,1787,1214,1828)
property-boundary: चौहद्दी : उत्तर-छोटेलाल यादव, दक्षिण-जगत नारायण सिंह, पूर्व-रास्ता, पश्चिम-निजी जमीन। xyxy=(998,1818,1219,1839)
dateline: औरंगाबाद। xyxy=(393,745,440,759)
branch-title: सम्पत्ति वसूली प्रबंधन शाखा xyxy=(1326,1570,1485,1589)
imprint-line: सर्वोदय नगर औरंगाबाद (बिहार) xyxy=(75,2035,206,2049)
article-seeds xyxy=(949,59,1528,680)
article-job-camp xyxy=(1143,681,1528,1139)
